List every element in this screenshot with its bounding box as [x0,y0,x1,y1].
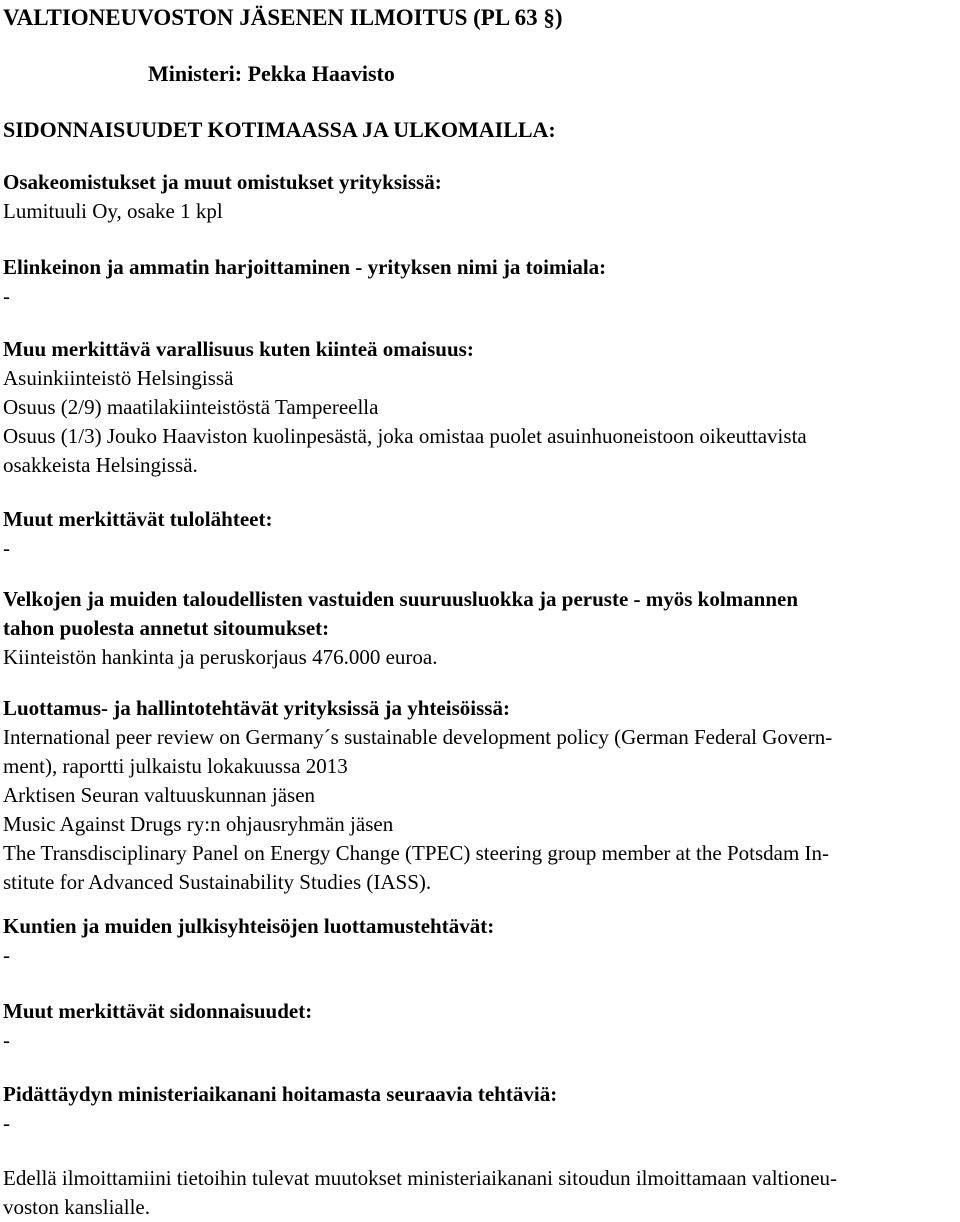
section-heading: Osakeomistukset ja muut omistukset yrityksissä: [3,170,442,194]
section-line: - [3,943,10,967]
section-line: Lumituuli Oy, osake 1 kpl [3,199,223,223]
section-heading: Kuntien ja muiden julkisyhteisöjen luottamustehtävät: [3,914,495,938]
document-title: VALTIONEUVOSTON JÄSENEN ILMOITUS (PL 63 §) [3,5,563,30]
section-line: - [3,536,10,560]
section-line: The Transdisciplinary Panel on Energy Change (TPEC) steering group member at the Potsdam In- [3,841,830,865]
section-line: osakkeista Helsingissä. [3,453,198,477]
section-line: - [3,1111,10,1135]
section-line: Asuinkiinteistö Helsingissä [3,366,234,390]
section-heading: Elinkeinon ja ammatin harjoittaminen - yrityksen nimi ja toimiala: [3,255,607,279]
section-heading: Muu merkittävä varallisuus kuten kiinteä omaisuus: [3,337,474,361]
section-heading: Muut merkittävät tulolähteet: [3,507,273,531]
closing-note [3,1164,958,1222]
section-line: Arktisen Seuran valtuuskunnan jäsen [3,783,316,807]
section-holdings [3,168,958,226]
section-heading: Velkojen ja muiden taloudellisten vastuiden suuruusluokka ja peruste - myös kolmannen [3,587,799,611]
closing-line: Edellä ilmoittamiini tietoihin tulevat muutokset ministeriaikanani sitoudun ilmoittamaan valtioneu- [3,1166,838,1190]
section-income [3,505,958,563]
section-line: Osuus (2/9) maatilakiinteistöstä Tampereella [3,395,379,419]
section-heading-continued: tahon puolesta annetut sitoumukset: [3,616,330,640]
section-line: Kiinteistön hankinta ja peruskorjaus 476.000 euroa. [3,645,438,669]
closing-line: voston kanslialle. [3,1195,150,1219]
section-trust-positions [3,694,958,897]
minister-name: Ministeri: Pekka Haavisto [148,61,395,86]
section-business [3,253,958,311]
section-line: - [3,1028,10,1052]
section-municipal-positions [3,912,958,970]
section-line: International peer review on Germany´s sustainable development policy (German Federal Govern- [3,725,833,749]
section-liabilities [3,585,958,672]
section-line: Osuus (1/3) Jouko Haaviston kuolinpesästä, joka omistaa puolet asuinhuoneistoon oikeuttavista [3,424,807,448]
section-line: - [3,284,10,308]
section-line: stitute for Advanced Sustainability Studies (IASS). [3,870,432,894]
section-line: ment), raportti julkaistu lokakuussa 2013 [3,754,348,778]
section-heading: Pidättäydyn ministeriaikanani hoitamasta seuraavia tehtäviä: [3,1082,558,1106]
section-heading: Luottamus- ja hallintotehtävät yrityksissä ja yhteisöissä: [3,696,510,720]
interests-heading: SIDONNAISUUDET KOTIMAASSA JA ULKOMAILLA: [3,117,556,142]
section-refrained-duties [3,1080,958,1138]
section-other-ties [3,997,958,1055]
section-assets [3,335,958,480]
section-heading: Muut merkittävät sidonnaisuudet: [3,999,313,1023]
section-line: Music Against Drugs ry:n ohjausryhmän jäsen [3,812,394,836]
